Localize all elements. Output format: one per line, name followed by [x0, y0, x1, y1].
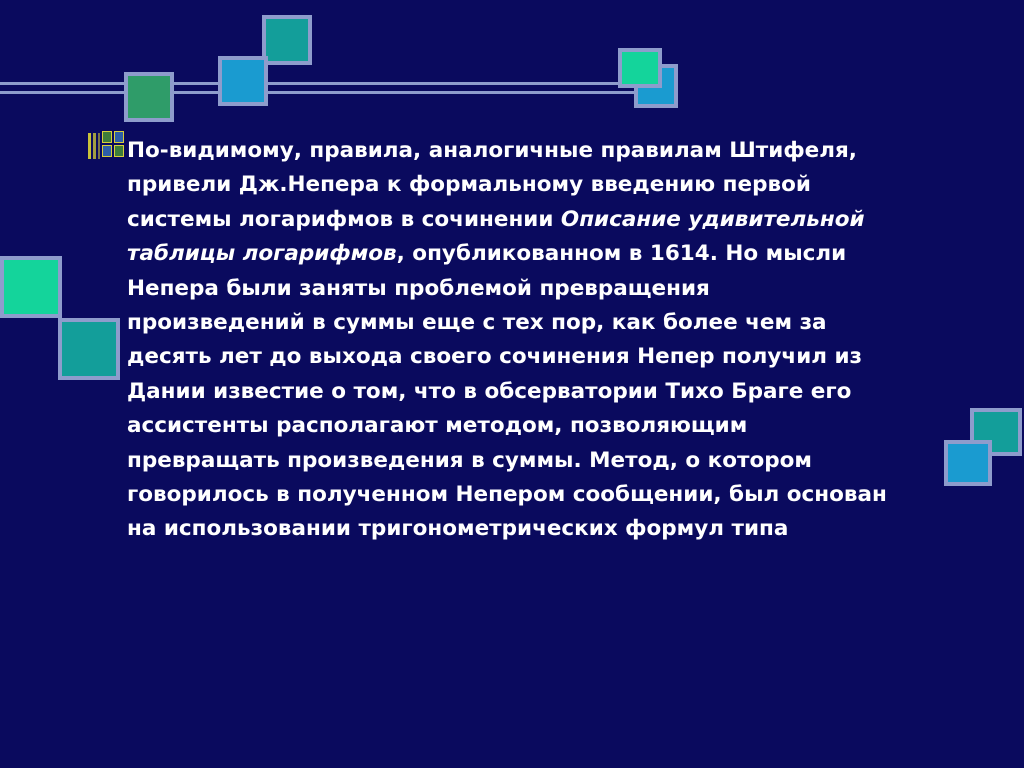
- decor-square-left-1: [0, 256, 62, 318]
- top-rule-inner: [0, 91, 650, 94]
- decor-square-top-2: [218, 56, 268, 106]
- paragraph-part-1: По-видимому, правила, аналогичные правилам Штифеля, привели Дж.Непера к формальному введению первой системы логарифмов в сочинении: [127, 138, 857, 232]
- book-title: Описание удивительной таблицы логарифмов: [127, 206, 865, 267]
- decor-square-right-2: [944, 440, 992, 486]
- decor-square-left-2: [58, 318, 120, 380]
- decor-square-top-1: [262, 15, 312, 65]
- top-rule-outer: [0, 82, 650, 85]
- paragraph-part-2: , опубликованном в 1614. Но мысли Непера были заняты проблемой превращения произведений в суммы еще с тех пор, как более чем за десять лет до выхода своего сочинения Непер получил из Дании известие о том, что в обсерватории Тихо Браге его ассистенты располагают методом, позволяющим превращать произведения в суммы. Метод, о котором говорилось в полученном Непером сообщении, был основан на использовании тригонометрических формул типа: [127, 241, 887, 542]
- windows-logo-icon: [88, 127, 128, 163]
- decor-square-top-3: [124, 72, 174, 122]
- body-paragraph: [127, 134, 887, 547]
- decor-square-topright-2: [618, 48, 662, 88]
